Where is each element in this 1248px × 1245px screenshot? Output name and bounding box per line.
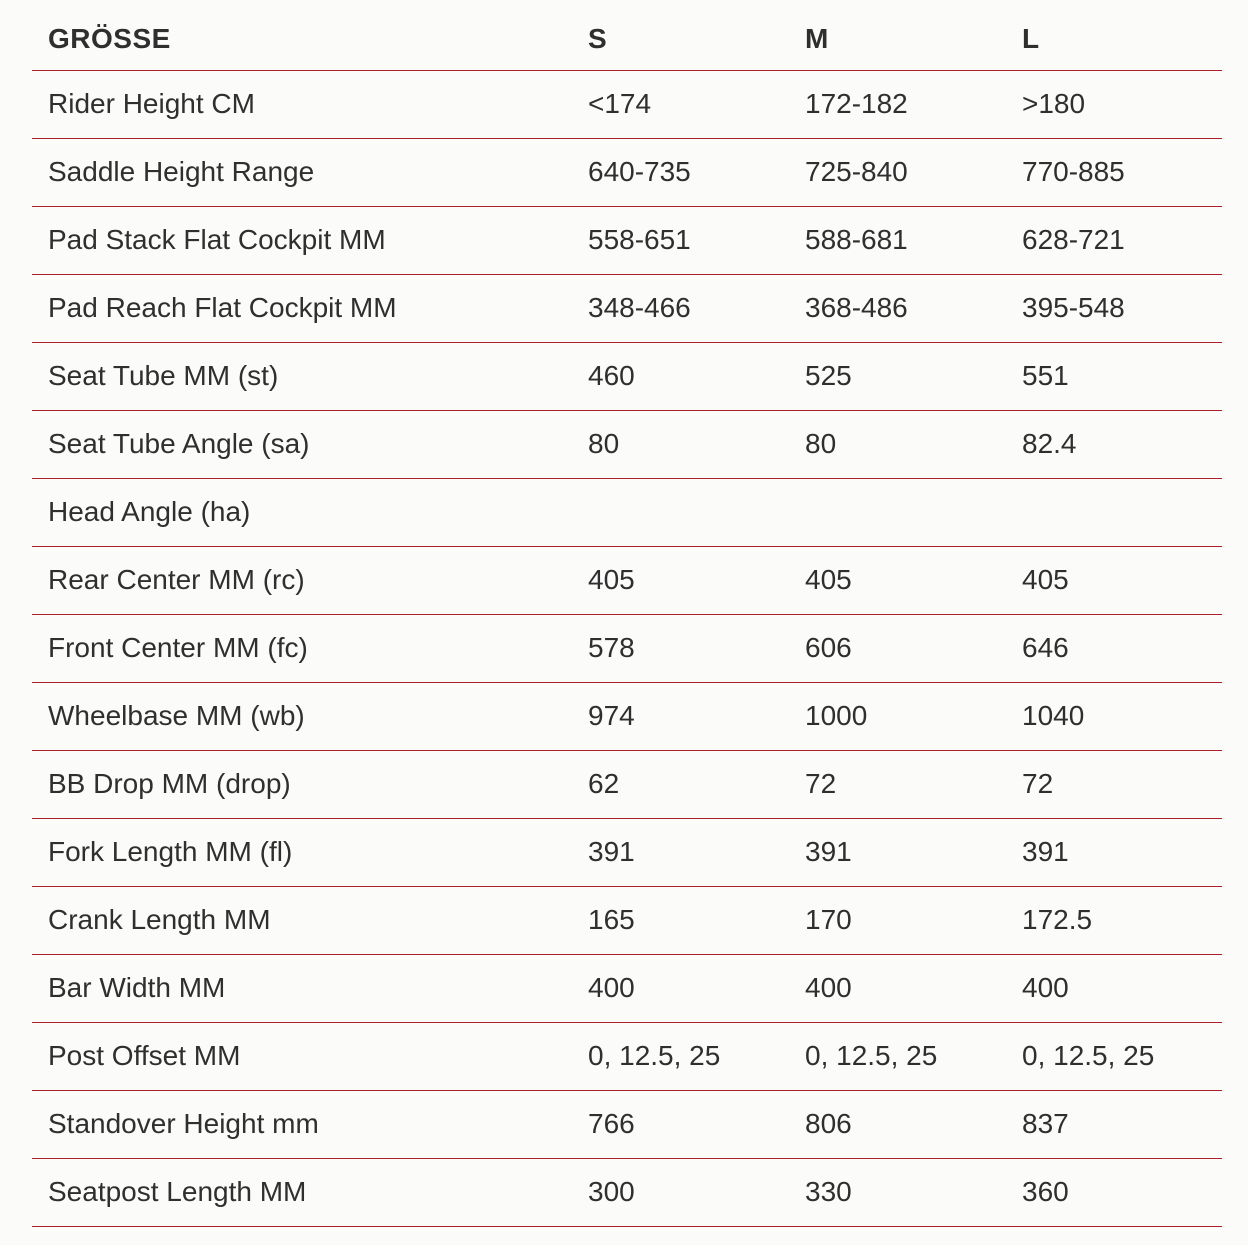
spec-value-l: 395-548 bbox=[1022, 292, 1125, 323]
table-row bbox=[32, 410, 1222, 478]
spec-value-s: 391 bbox=[588, 836, 635, 867]
spec-label: Rider Height CM bbox=[48, 88, 255, 119]
spec-value-s: 974 bbox=[588, 700, 635, 731]
spec-label: Post Offset MM bbox=[48, 1040, 241, 1071]
spec-value-m: 368-486 bbox=[805, 292, 908, 323]
spec-value-s: 400 bbox=[588, 972, 635, 1003]
spec-value-s: 80 bbox=[588, 428, 620, 459]
spec-value-m: 806 bbox=[805, 1108, 852, 1139]
table-row bbox=[32, 1090, 1222, 1158]
spec-value-l: 646 bbox=[1022, 632, 1069, 663]
spec-value-s bbox=[588, 478, 805, 546]
spec-label: Seat Tube MM (st) bbox=[48, 360, 279, 391]
spec-value-s: 460 bbox=[588, 360, 635, 391]
spec-label: Seat Tube Angle (sa) bbox=[48, 428, 310, 459]
spec-label: Wheelbase MM (wb) bbox=[48, 700, 305, 731]
spec-value-m: 400 bbox=[805, 972, 852, 1003]
spec-label: Seatpost Length MM bbox=[48, 1176, 307, 1207]
spec-label: Front Center MM (fc) bbox=[48, 632, 308, 663]
table-row bbox=[32, 138, 1222, 206]
spec-value-s: 578 bbox=[588, 632, 635, 663]
spec-label: Crank Length MM bbox=[48, 904, 271, 935]
spec-value-s: 348-466 bbox=[588, 292, 691, 323]
spec-value-l: 400 bbox=[1022, 972, 1069, 1003]
table-row bbox=[32, 614, 1222, 682]
table-row bbox=[32, 818, 1222, 886]
spec-value-l: 770-885 bbox=[1022, 156, 1125, 187]
spec-value-l: 72 bbox=[1022, 768, 1054, 799]
spec-value-m: 80 bbox=[805, 428, 837, 459]
spec-value-l: 837 bbox=[1022, 1108, 1069, 1139]
spec-value-s: <174 bbox=[588, 88, 652, 119]
header-row bbox=[32, 0, 1222, 70]
spec-value-l bbox=[1022, 478, 1222, 546]
column-header-l: L bbox=[1022, 0, 1222, 70]
spec-label: Pad Stack Flat Cockpit MM bbox=[48, 224, 386, 255]
spec-value-s: 640-735 bbox=[588, 156, 691, 187]
table-row bbox=[32, 206, 1222, 274]
spec-label: Pad Reach Flat Cockpit MM bbox=[48, 292, 397, 323]
column-header-s: S bbox=[588, 0, 805, 70]
table-row bbox=[32, 342, 1222, 410]
spec-value-m bbox=[805, 478, 1022, 546]
spec-value-m: 588-681 bbox=[805, 224, 908, 255]
spec-value-m: 72 bbox=[805, 768, 837, 799]
spec-value-s: 405 bbox=[588, 564, 635, 595]
table-row bbox=[32, 954, 1222, 1022]
spec-value-l: 628-721 bbox=[1022, 224, 1125, 255]
table-row bbox=[32, 682, 1222, 750]
spec-label: Bar Width MM bbox=[48, 972, 226, 1003]
spec-value-s: 766 bbox=[588, 1108, 635, 1139]
spec-value-l: 405 bbox=[1022, 564, 1069, 595]
table-row bbox=[32, 70, 1222, 138]
table-row bbox=[32, 1022, 1222, 1090]
size-header-label: GRÖSSE bbox=[32, 0, 588, 70]
spec-label: Fork Length MM (fl) bbox=[48, 836, 293, 867]
spec-value-l: >180 bbox=[1022, 88, 1086, 119]
spec-label: Rear Center MM (rc) bbox=[48, 564, 305, 595]
spec-label: Standover Height mm bbox=[48, 1108, 319, 1139]
table-row bbox=[32, 1158, 1222, 1226]
spec-value-s: 300 bbox=[588, 1176, 635, 1207]
spec-value-l: 1040 bbox=[1022, 700, 1085, 731]
table-row bbox=[32, 478, 1222, 546]
column-header-m: M bbox=[805, 0, 1022, 70]
spec-value-m: 405 bbox=[805, 564, 852, 595]
spec-value-m: 606 bbox=[805, 632, 852, 663]
spec-label: BB Drop MM (drop) bbox=[48, 768, 291, 799]
table-row bbox=[32, 886, 1222, 954]
table-row bbox=[32, 546, 1222, 614]
table-row bbox=[32, 274, 1222, 342]
spec-value-s: 0, 12.5, 25 bbox=[588, 1040, 721, 1071]
spec-value-l: 82.4 bbox=[1022, 428, 1077, 459]
spec-value-s: 165 bbox=[588, 904, 635, 935]
table-body bbox=[32, 70, 1222, 1226]
spec-value-s: 62 bbox=[588, 768, 620, 799]
table-row bbox=[32, 750, 1222, 818]
spec-label: Saddle Height Range bbox=[48, 156, 315, 187]
spec-value-m: 1000 bbox=[805, 700, 868, 731]
table-header bbox=[32, 0, 1222, 70]
spec-value-m: 725-840 bbox=[805, 156, 908, 187]
spec-value-s: 558-651 bbox=[588, 224, 691, 255]
spec-value-m: 0, 12.5, 25 bbox=[805, 1040, 938, 1071]
spec-value-m: 172-182 bbox=[805, 88, 908, 119]
spec-value-l: 172.5 bbox=[1022, 904, 1093, 935]
spec-label: Head Angle (ha) bbox=[48, 496, 251, 527]
spec-value-l: 0, 12.5, 25 bbox=[1022, 1040, 1155, 1071]
spec-value-l: 391 bbox=[1022, 836, 1069, 867]
spec-value-l: 551 bbox=[1022, 360, 1069, 391]
spec-value-m: 525 bbox=[805, 360, 852, 391]
geometry-table bbox=[32, 0, 1222, 1227]
spec-value-m: 330 bbox=[805, 1176, 852, 1207]
spec-value-m: 391 bbox=[805, 836, 852, 867]
spec-value-l: 360 bbox=[1022, 1176, 1069, 1207]
spec-value-m: 170 bbox=[805, 904, 852, 935]
